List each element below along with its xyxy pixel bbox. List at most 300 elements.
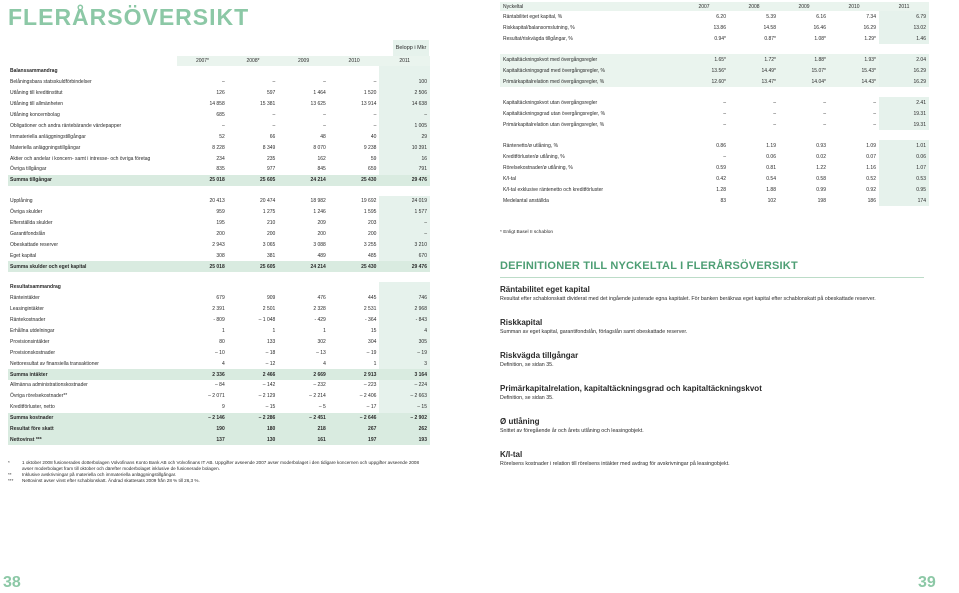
- value-cell: 1 464: [313, 90, 326, 97]
- footnote-text: Inklusive avskrivningar på materiella och immateriella anläggningstillgångar.: [22, 472, 177, 477]
- row-label: Övriga tillgångar: [10, 166, 47, 173]
- column-header: 2010: [829, 2, 879, 11]
- value-cell: 0.02: [816, 153, 826, 160]
- value-cell: 2.41: [879, 97, 929, 108]
- definition-text: Resultat efter schablonskatt dividerat med det ingående justerade egna kapitalet. För banken beräknas eget kapital efter schablonskatt på obeskattade reserver.: [500, 296, 876, 302]
- value-cell: 597: [266, 90, 276, 97]
- header-row: [8, 56, 430, 66]
- footnote-text: 1 oktober 2008 fusionerades dotterbolagen Volvofinans Konto Bank AB och Volvofinans IT AB. Uppgifter avseende 2007 avser moderbolaget i den tidigare koncernen och uppgifter avseende 2008 avser moderbolaget fram till oktober och därefter moderbolaget inklusive de fusionerade bolagen.: [22, 460, 420, 471]
- value-cell: –: [373, 112, 377, 118]
- value-cell: 0.42: [716, 175, 726, 182]
- row-label: Kapitaltäckningskvot utan övergångsregler: [503, 99, 598, 106]
- definitions-divider: [500, 277, 924, 278]
- value-cell: 1.16: [866, 164, 876, 171]
- row-label: Nettovinst ***: [8, 435, 177, 446]
- value-cell: [879, 130, 929, 140]
- row-label: Garantifondslån: [10, 230, 46, 237]
- value-cell: [228, 66, 279, 77]
- value-cell: –: [379, 218, 430, 229]
- value-cell: 13.56*: [679, 65, 729, 76]
- value-cell: 234: [216, 155, 225, 162]
- value-cell: [679, 130, 729, 140]
- spacer-row: [500, 44, 929, 54]
- value-cell: 24 214: [278, 175, 329, 186]
- value-cell: –: [723, 99, 726, 106]
- value-cell: 2 391: [212, 306, 225, 313]
- value-cell: [779, 130, 829, 140]
- value-cell: 9: [221, 404, 225, 411]
- value-cell: 235: [266, 155, 276, 162]
- spacer-row: [8, 272, 430, 282]
- value-cell: 24 214: [278, 261, 329, 272]
- value-cell: 15.07*: [779, 65, 829, 76]
- value-cell: 29: [379, 131, 430, 142]
- value-cell: – 2 406: [359, 393, 377, 400]
- value-cell: [729, 87, 779, 97]
- row-label: Räntekostnader: [10, 317, 46, 324]
- table-row: [8, 315, 430, 326]
- value-cell: 489: [317, 252, 326, 259]
- row-label: Kreditförluster, netto: [10, 404, 55, 411]
- value-cell: [278, 282, 329, 293]
- value-cell: 1 577: [379, 207, 430, 218]
- value-cell: 445: [368, 295, 377, 302]
- value-cell: 8 070: [313, 144, 326, 151]
- definition-heading: K/I-tal: [500, 450, 523, 459]
- sum-row: [8, 424, 430, 435]
- table-row: [500, 119, 929, 130]
- value-cell: 1: [323, 328, 326, 335]
- value-cell: 13 914: [361, 101, 377, 108]
- value-cell: 210: [266, 220, 276, 227]
- value-cell: 1: [272, 328, 276, 335]
- value-cell: 14.43*: [829, 76, 879, 87]
- footnote-mark: *: [8, 460, 10, 465]
- column-header: 2007: [679, 2, 729, 11]
- multi-year-table: [8, 56, 430, 445]
- row-label: Summa tillgångar: [8, 175, 177, 186]
- value-cell: 1 275: [262, 209, 276, 216]
- page-number-right: 39: [918, 574, 936, 591]
- value-cell: 80: [219, 338, 225, 345]
- value-cell: [729, 130, 779, 140]
- footnote-mark: ***: [8, 478, 14, 483]
- header-row: [500, 2, 929, 11]
- value-cell: –: [272, 112, 276, 118]
- table-row: [8, 88, 430, 99]
- table-row: [8, 304, 430, 315]
- value-cell: 1.08*: [814, 35, 826, 42]
- value-cell: 1.09: [866, 142, 876, 149]
- value-cell: 2 328: [313, 306, 326, 313]
- value-cell: 685: [216, 112, 225, 118]
- value-cell: 1 005: [379, 120, 430, 131]
- value-cell: 186: [867, 197, 876, 204]
- value-cell: 791: [379, 164, 430, 175]
- sum-row: [8, 435, 430, 446]
- value-cell: –: [823, 99, 826, 106]
- row-label: Kapitaltäckningskvot med övergångsregler: [500, 54, 679, 65]
- value-cell: 1.65*: [679, 54, 729, 65]
- value-cell: [278, 186, 329, 196]
- definition-item: [500, 449, 930, 469]
- definition-heading: Riskkapital: [500, 318, 543, 327]
- value-cell: 308: [216, 252, 225, 259]
- value-cell: 8 228: [212, 144, 225, 151]
- value-cell: 381: [266, 252, 276, 259]
- table-row: [500, 54, 929, 65]
- value-cell: 0.06: [879, 151, 929, 162]
- value-cell: 0.86: [716, 142, 726, 149]
- table-row: [8, 347, 430, 358]
- value-cell: 195: [216, 220, 225, 227]
- value-cell: 1.88: [766, 186, 776, 193]
- row-label: [8, 186, 177, 196]
- value-cell: –: [221, 79, 225, 86]
- page-number-left: 38: [3, 574, 21, 591]
- table-row: [8, 250, 430, 261]
- value-cell: [379, 186, 430, 196]
- value-cell: 0.52: [866, 175, 876, 182]
- definition-item: [500, 383, 930, 403]
- value-cell: 5.39: [766, 13, 776, 20]
- value-cell: –: [823, 121, 826, 128]
- value-cell: 2 506: [379, 88, 430, 99]
- value-cell: – 2 286: [228, 413, 279, 424]
- value-cell: 1.22: [816, 164, 826, 171]
- value-cell: [379, 282, 430, 293]
- value-cell: –: [379, 110, 430, 121]
- table-row: [8, 196, 430, 207]
- value-cell: 2 669: [278, 369, 329, 380]
- column-header: 2007*: [177, 56, 228, 66]
- row-label: Provisionskostnader: [10, 349, 56, 356]
- table-row: [8, 358, 430, 369]
- value-cell: 15 381: [260, 101, 276, 108]
- sum-row: [8, 369, 430, 380]
- column-header: 2011: [379, 56, 430, 66]
- value-cell: – 224: [379, 380, 430, 391]
- value-cell: –: [323, 122, 326, 129]
- value-cell: 29 476: [379, 261, 430, 272]
- row-label: [8, 272, 177, 282]
- value-cell: –: [873, 99, 876, 106]
- value-cell: 1.28: [716, 186, 726, 193]
- value-cell: –: [773, 99, 776, 106]
- row-label: [500, 130, 679, 140]
- value-cell: [278, 66, 329, 77]
- value-cell: – 2 214: [309, 393, 326, 400]
- definition-item: [500, 284, 930, 304]
- value-cell: 16.29: [879, 76, 929, 87]
- value-cell: 305: [379, 336, 430, 347]
- value-cell: 1.01: [879, 140, 929, 151]
- value-cell: 25 430: [329, 175, 380, 186]
- definition-text: Snittet av föregående år och årets utlåning och leasingobjekt.: [500, 428, 644, 434]
- value-cell: – 84: [215, 382, 225, 389]
- value-cell: 6.79: [879, 11, 929, 22]
- value-cell: – 18: [265, 349, 276, 356]
- table-row: [500, 140, 929, 151]
- row-label: Utlåning till allmänheten: [10, 101, 64, 108]
- value-cell: 25 605: [228, 261, 279, 272]
- row-label: Obligationer och andra räntebärande värdepapper: [10, 122, 122, 129]
- value-cell: [177, 186, 228, 196]
- value-cell: –: [723, 110, 726, 117]
- value-cell: –: [379, 228, 430, 239]
- value-cell: 4: [379, 326, 430, 337]
- row-label: Rörelsekostnader/ø utlåning, %: [503, 164, 573, 171]
- value-cell: [329, 186, 380, 196]
- definition-item: [500, 416, 930, 436]
- value-cell: 0.53: [879, 173, 929, 184]
- row-label: [500, 87, 679, 97]
- row-label: Kapitaltäckningsgrad utan övergångsregler, %: [503, 110, 606, 117]
- table-row: [500, 33, 929, 44]
- value-cell: –: [723, 153, 726, 160]
- basel-note: * Enligt Basel II schablon: [500, 230, 554, 235]
- footnote: [8, 460, 428, 472]
- definition-text: Summan av eget kapital, garantifondslån, förlagslån samt obeskattade reserver.: [500, 329, 688, 335]
- table-row: [8, 99, 430, 110]
- value-cell: 13.47*: [729, 76, 779, 87]
- value-cell: 6.16: [816, 13, 826, 20]
- value-cell: - 364: [364, 317, 377, 324]
- row-label: Obeskattade reserver: [10, 241, 59, 248]
- row-label: Primärkapitalrelation med övergångsregler, %: [500, 76, 679, 87]
- value-cell: 218: [278, 424, 329, 435]
- value-cell: 670: [379, 250, 430, 261]
- definitions-title: DEFINITIONER TILL NYCKELTAL I FLERÅRSÖVERSIKT: [500, 260, 798, 272]
- value-cell: 180: [228, 424, 279, 435]
- page-title: FLERÅRSÖVERSIKT: [8, 4, 250, 30]
- value-cell: – 1 048: [258, 317, 276, 324]
- sum-row: [8, 175, 430, 186]
- column-header: 2011: [879, 2, 929, 11]
- value-cell: [329, 66, 380, 77]
- value-cell: 659: [368, 166, 377, 173]
- value-cell: 198: [817, 197, 826, 204]
- value-cell: 13 625: [310, 101, 326, 108]
- value-cell: 2 336: [177, 369, 228, 380]
- value-cell: 0.59: [716, 164, 726, 171]
- row-label: Materiella anläggningstillgångar: [10, 144, 81, 151]
- value-cell: –: [723, 121, 726, 128]
- value-cell: – 2 129: [258, 393, 276, 400]
- value-cell: 0.94*: [714, 35, 726, 42]
- table-row: [8, 120, 430, 131]
- value-cell: [278, 272, 329, 282]
- value-cell: 679: [216, 295, 225, 302]
- row-label: Upplåning: [10, 198, 33, 205]
- row-label: Övriga skulder: [10, 209, 43, 216]
- value-cell: – 2 646: [329, 413, 380, 424]
- table-row: [500, 195, 929, 206]
- table-row: [8, 228, 430, 239]
- value-cell: –: [272, 122, 276, 129]
- row-label: Eget kapital: [10, 252, 37, 259]
- row-label: Summa intäkter: [8, 369, 177, 380]
- value-cell: [829, 87, 879, 97]
- value-cell: – 223: [363, 382, 377, 389]
- column-header: 2008*: [228, 56, 279, 66]
- header-label: [8, 56, 177, 66]
- value-cell: –: [373, 122, 377, 129]
- value-cell: 190: [177, 424, 228, 435]
- value-cell: 2.04: [879, 54, 929, 65]
- value-cell: 200: [266, 230, 276, 237]
- value-cell: - 843: [379, 315, 430, 326]
- value-cell: [729, 44, 779, 54]
- value-cell: 209: [317, 220, 326, 227]
- value-cell: – 15: [379, 402, 430, 413]
- value-cell: 29 476: [379, 175, 430, 186]
- value-cell: 1.29*: [864, 35, 876, 42]
- definition-heading: Ø utlåning: [500, 417, 540, 426]
- value-cell: 267: [329, 424, 380, 435]
- value-cell: – 10: [215, 349, 225, 356]
- definition-heading: Primärkapitalrelation, kapitaltäckningsgrad och kapitaltäckningskvot: [500, 384, 762, 393]
- value-cell: 304: [368, 338, 377, 345]
- row-label: Ränteintäkter: [10, 295, 40, 302]
- value-cell: –: [373, 79, 377, 86]
- table-row: [8, 218, 430, 229]
- row-label: Räntenetto/ø utlåning, %: [503, 142, 559, 149]
- value-cell: 835: [216, 166, 225, 173]
- value-cell: 25 018: [177, 261, 228, 272]
- value-cell: 476: [317, 295, 326, 302]
- value-cell: 14.49*: [729, 65, 779, 76]
- header-label: Nyckeltal: [500, 2, 679, 11]
- table-row: [500, 173, 929, 184]
- footnote-mark: **: [8, 472, 12, 477]
- value-cell: 0.92: [866, 186, 876, 193]
- column-header: 2009: [278, 56, 329, 66]
- value-cell: 2 501: [262, 306, 276, 313]
- value-cell: 25 605: [228, 175, 279, 186]
- row-label: Övriga rörelsekostnader**: [10, 393, 68, 400]
- column-header: 2008: [729, 2, 779, 11]
- value-cell: – 13: [316, 349, 326, 356]
- value-cell: 6.20: [716, 13, 726, 20]
- value-cell: –: [823, 110, 826, 117]
- row-label: Provisionsintäkter: [10, 338, 50, 345]
- row-label: Utlåning koncernbolag: [10, 112, 60, 118]
- value-cell: 126: [216, 90, 225, 97]
- value-cell: 0.06: [766, 153, 776, 160]
- row-label: Resultat före skatt: [8, 424, 177, 435]
- definition-text: Definition, se sidan 35.: [500, 362, 554, 368]
- table-row: [8, 336, 430, 347]
- value-cell: 25 430: [329, 261, 380, 272]
- column-header: 2010: [329, 56, 380, 66]
- table-row: [500, 11, 929, 22]
- row-label: Resultat/riskvägda tillgångar, %: [503, 35, 573, 42]
- value-cell: 959: [216, 209, 225, 216]
- spacer-row: [500, 87, 929, 97]
- value-cell: 14.04*: [779, 76, 829, 87]
- value-cell: 1.88*: [779, 54, 829, 65]
- footnote-text: Nettovinst avser vinst efter schablonskatt. Ändrad skattesats 2009 från 28 % till 26,3 %.: [22, 478, 200, 483]
- value-cell: [779, 44, 829, 54]
- value-cell: 3: [379, 358, 430, 369]
- value-cell: 746: [379, 293, 430, 304]
- value-cell: 13.02: [879, 22, 929, 33]
- value-cell: [228, 282, 279, 293]
- value-cell: 9 238: [363, 144, 377, 151]
- value-cell: 977: [266, 166, 276, 173]
- value-cell: 12.60*: [679, 76, 729, 87]
- table-row: [8, 131, 430, 142]
- value-cell: 52: [219, 133, 225, 140]
- table-row: [8, 142, 430, 153]
- value-cell: 3 088: [313, 241, 326, 248]
- value-cell: 16.29: [879, 65, 929, 76]
- row-label: Medelantal anställda: [503, 197, 549, 204]
- value-cell: 19 692: [361, 198, 377, 205]
- row-label: Utlåning till kreditinstitut: [10, 90, 63, 97]
- value-cell: 48: [320, 133, 326, 140]
- value-cell: 262: [379, 424, 430, 435]
- value-cell: 1 595: [363, 209, 377, 216]
- column-header: 2009: [779, 2, 829, 11]
- table-row: [500, 65, 929, 76]
- value-cell: – 142: [262, 382, 276, 389]
- value-cell: 0.99: [816, 186, 826, 193]
- row-label: Summa kostnader: [8, 413, 177, 424]
- value-cell: [379, 272, 430, 282]
- value-cell: 83: [720, 197, 726, 204]
- table-row: [8, 66, 430, 77]
- value-cell: 133: [266, 338, 276, 345]
- row-label: Riskkapital/balansomslutning, %: [503, 24, 575, 31]
- row-label: Allmänna administrationskostnader: [10, 382, 88, 389]
- value-cell: 14 638: [379, 99, 430, 110]
- value-cell: –: [773, 110, 776, 117]
- sum-row: [8, 261, 430, 272]
- value-cell: 1: [373, 360, 377, 367]
- footnotes: [8, 460, 428, 484]
- footnote: [8, 478, 428, 484]
- definition-text: Rörelsens kostnader i relation till rörelsens intäkter med avdrag för avskrivningar på leasingobjekt.: [500, 461, 730, 467]
- value-cell: – 19: [366, 349, 377, 356]
- table-row: [500, 151, 929, 162]
- sum-row: [8, 413, 430, 424]
- row-label: [500, 44, 679, 54]
- value-cell: 10 391: [379, 142, 430, 153]
- value-cell: [379, 66, 430, 77]
- value-cell: 14.58: [763, 24, 776, 31]
- value-cell: – 17: [366, 404, 377, 411]
- value-cell: 1.72*: [729, 54, 779, 65]
- value-cell: –: [323, 79, 326, 86]
- value-cell: 3 164: [379, 369, 430, 380]
- table-row: [8, 402, 430, 413]
- value-cell: 0.81: [766, 164, 776, 171]
- value-cell: 7.34: [866, 13, 876, 20]
- value-cell: – 232: [313, 382, 326, 389]
- value-cell: 200: [317, 230, 326, 237]
- value-cell: 20 413: [209, 198, 225, 205]
- value-cell: 1.07: [879, 162, 929, 173]
- value-cell: – 5: [318, 404, 326, 411]
- table-row: [8, 326, 430, 337]
- value-cell: 130: [228, 435, 279, 446]
- table-row: [500, 184, 929, 195]
- unit-label: Belopp i Mkr: [393, 40, 429, 56]
- spacer-row: [8, 186, 430, 196]
- value-cell: 4: [323, 360, 326, 367]
